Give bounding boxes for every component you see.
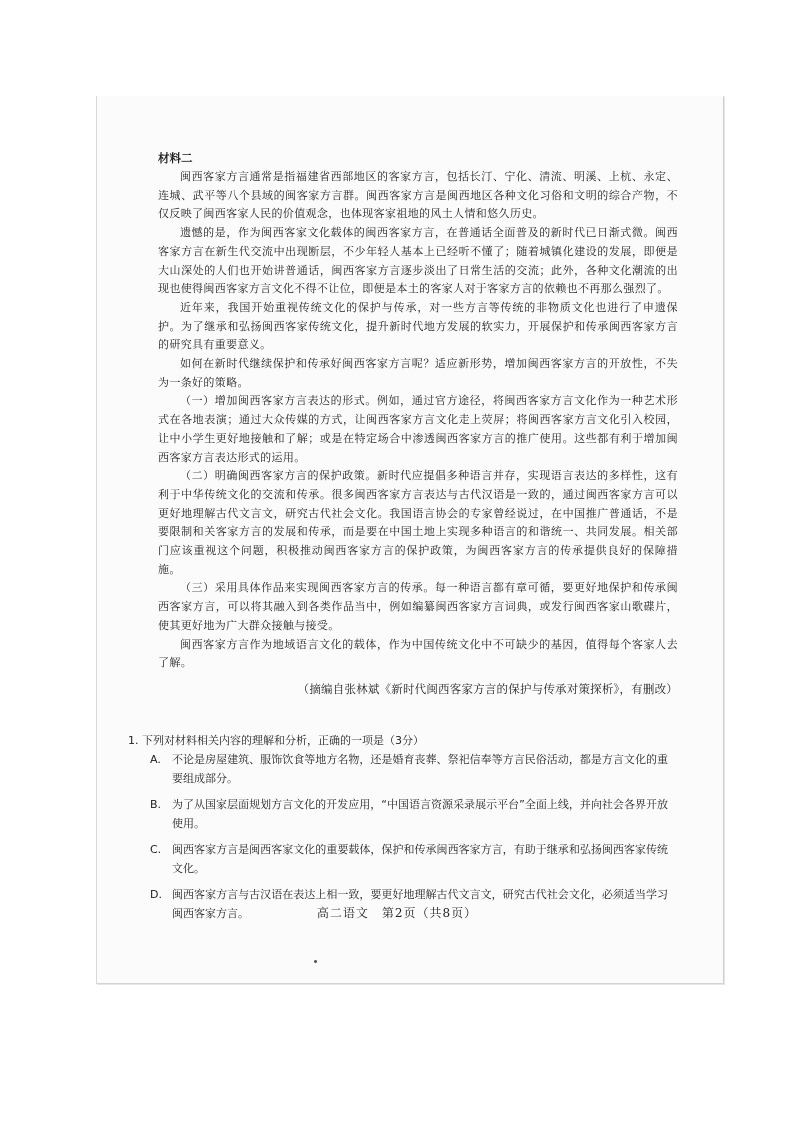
page-footer: 高二语文 第2页（共8页）	[316, 906, 478, 920]
material-paragraph: 闽西客家方言作为地域语言文化的载体，作为中国传统文化中不可缺少的基因，值得每个客家人去了解。	[158, 637, 678, 670]
material-paragraph: （三）采用具体作品来实现闽西客家方言的传承。每一种语言都有章可循，要更好地保护和传承闽西客家方言，可以将其融入到各类作品当中，例如编纂闽西客家方言词典，或发行闽西客家山歌碟片，使其更好地为广大群众接触与接受。	[158, 581, 678, 632]
material-two-section	[158, 148, 678, 701]
option-letter: D.	[150, 888, 162, 901]
option-text: 闽西客家方言与古汉语在表达上相一致，要更好地理解古代文言文，研究古代社会文化，必须适当学习闽西客家方言。	[172, 888, 668, 920]
material-paragraph: 闽西客家方言通常是指福建省西部地区的客家方言，包括长汀、宁化、清流、明溪、上杭、永定、连城、武平等八个县域的闽客家方言群。闽西客家方言是闽西地区各种文化习俗和文明的综合产物，不仅反映了闽西客家人民的价值观念，也体现客家祖地的风土人情和悠久历史。	[158, 170, 678, 221]
question-stem	[128, 731, 668, 750]
material-paragraph: （二）明确闽西客家方言的保护政策。新时代应提倡多种语言并存，实现语言表达的多样性，这有利于中华传统文化的交流和传承。很多闽西客家方言表达与古代汉语是一致的，通过闽西客家方言可以更好地理解古代文言文，研究古代社会文化。我国语言协会的专家曾经说过，在中国推广普通话，不是要限制和关客家方言的发展和传承，而是要在中国土地上实现多种语言的和谐统一、共同发展。相关部门应该重视这个问题，积极推动闽西客家方言的保护政策，为闽西客家方言的传承提供良好的保障措施。	[158, 469, 678, 576]
option-a	[128, 750, 668, 788]
question-text: 下列对材料相关内容的理解和分析，正确的一项是（3分）	[142, 734, 424, 747]
option-letter: B.	[150, 798, 162, 811]
question-number: 1.	[128, 734, 139, 747]
material-paragraph: 近年来，我国开始重视传统文化的保护与传承，对一些方言等传统的非物质文化也进行了申遗保护。为了继承和弘扬闽西客家传统文化，提升新时代地方发展的软实力，开展保护和传承闽西客家方言的研究具有重要意义。	[158, 300, 678, 352]
option-text: 不论是房屋建筑、服饰饮食等地方名物，还是婚育丧葬、祭祀信奉等方言民俗活动，都是方言文化的重要组成部分。	[172, 753, 668, 785]
option-c	[128, 840, 668, 878]
material-paragraph: （一）增加闽西客家方言表达的形式。例如，通过官方途径，将闽西客家方言文化作为一种艺术形式在各地表演；通过大众传媒的方式，让闽西客家方言文化走上荧屏；将闽西客家方言文化引入校园，让中小学生更好地接触和了解；或是在特定场合中渗透闽西客家方言的推广使用。这些都有利于增加闽西客家方言表达形式的运用。	[158, 394, 678, 464]
option-text: 闽西客家方言是闽西客家文化的重要载体，保护和传承闽西客家方言，有助于继承和弘扬闽西客家传统文化。	[172, 843, 668, 875]
source-citation: （摘编自张林斌《新时代闽西客家方言的保护与传承对策探析》，有删改）	[297, 681, 678, 696]
option-letter: A.	[150, 753, 161, 766]
material-title: 材料二	[158, 151, 193, 165]
material-paragraph: 遗憾的是，作为闽西客家文化载体的闽西客家方言，在普通话全面普及的新时代已日渐式微。闽西客家方言在新生代交流中出现断层，不少年轻人基本上已经听不懂了；随着城镇化建设的发展，即便是大山深处的人们也开始讲普通话，闽西客家方言逐步淡出了日常生活的交流；此外，各种文化潮流的出现也使得闽西客家方言文化不得不让位，即便是本土的客家人对于客家方言的依赖也不再那么强烈了。	[158, 226, 678, 296]
option-letter: C.	[150, 843, 162, 856]
option-b	[128, 795, 668, 833]
option-text: 为了从国家层面规划方言文化的开发应用，“中国语言资源采录展示平台”全面上线，并向社会各界开放使用。	[172, 798, 668, 830]
material-paragraph: 如何在新时代继续保护和传承好闽西客家方言呢？适应新形势，增加闽西客家方言的开放性，不失为一条好的策略。	[158, 357, 678, 389]
question-1	[128, 731, 668, 930]
scan-speck	[314, 960, 317, 963]
